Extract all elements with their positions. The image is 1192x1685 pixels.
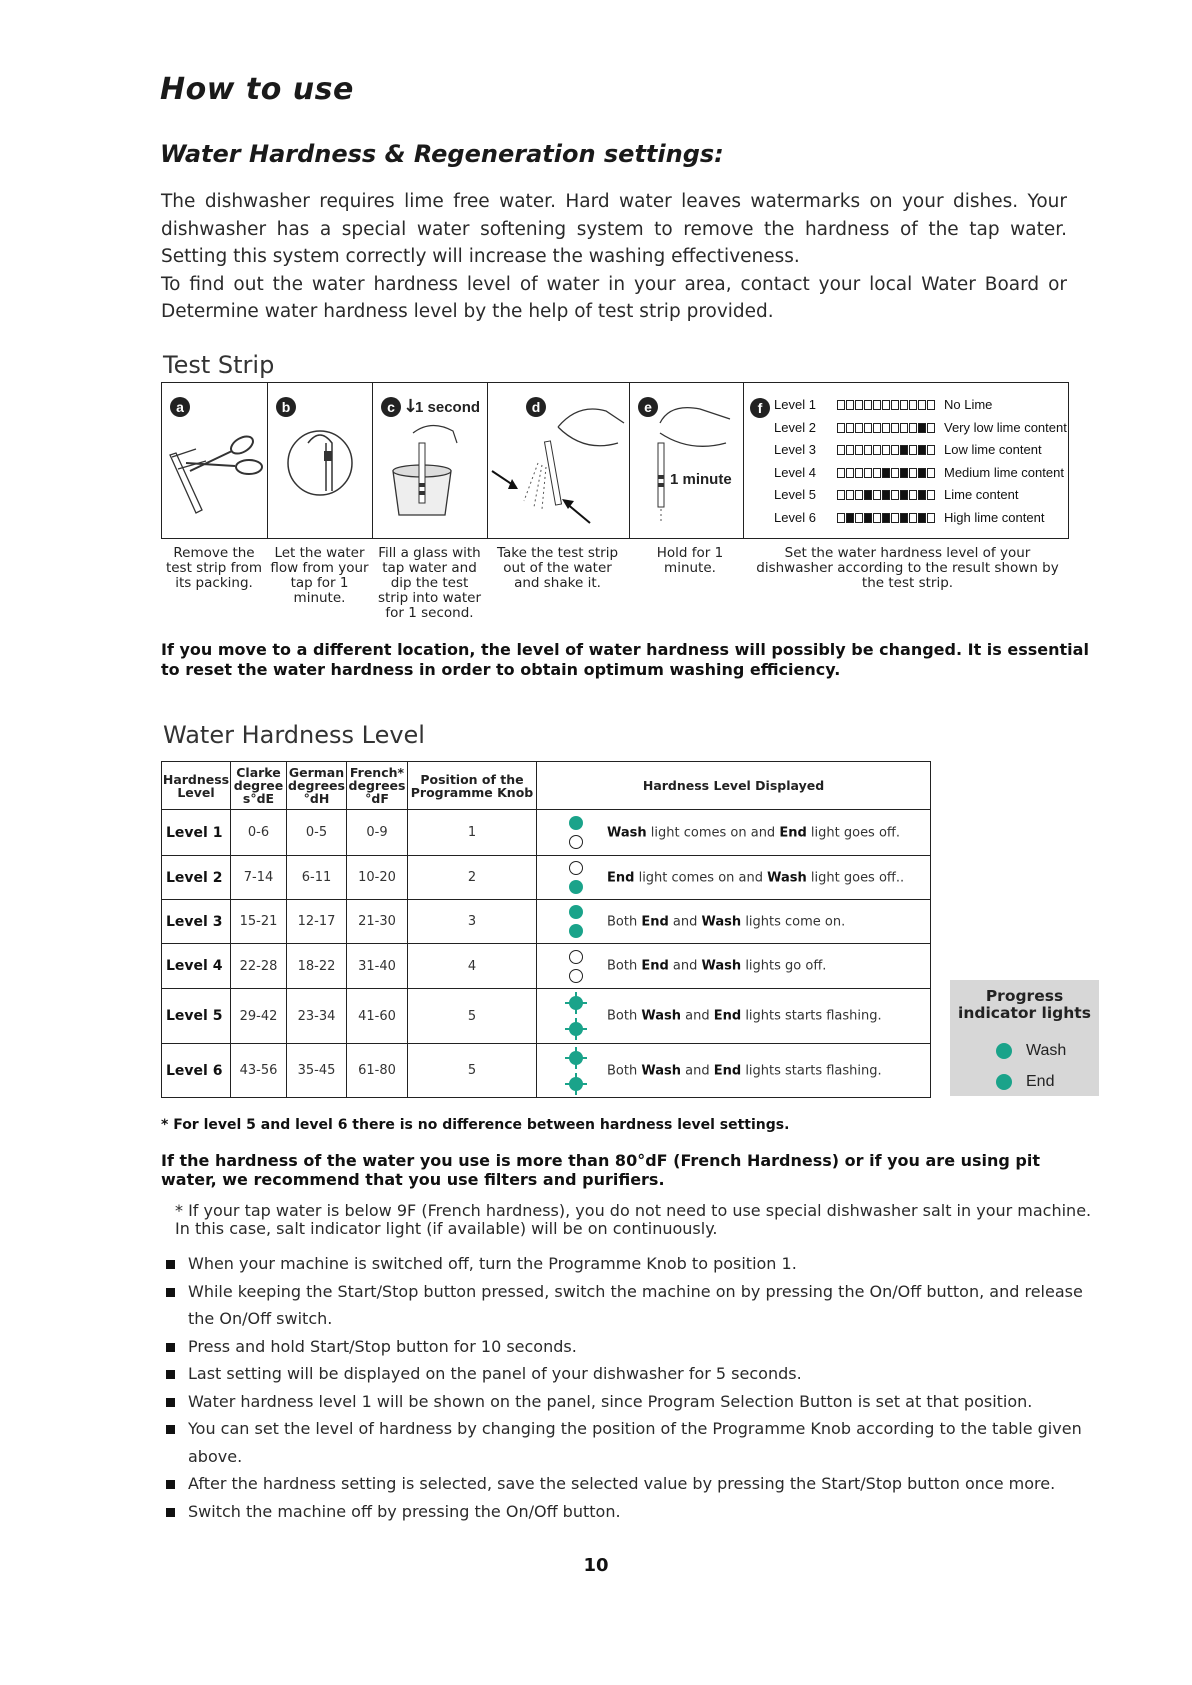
light-name: Wash (701, 958, 742, 974)
indicator-lights (569, 905, 583, 938)
strip-color-bar (837, 423, 936, 433)
end-light-icon (569, 969, 583, 983)
progress-indicator-legend (950, 980, 1099, 1096)
strip-pad (900, 400, 908, 410)
glass-icon (373, 383, 488, 538)
tap-icon (268, 383, 373, 538)
description-text: Both (607, 914, 642, 929)
strip-pad (927, 400, 935, 410)
clarke-cell: 15-21 (231, 900, 287, 944)
display-cell (537, 856, 931, 900)
clarke-cell: 22-28 (231, 944, 287, 989)
step-e-panel (630, 383, 744, 538)
legend-label-wash: Wash (1026, 1042, 1067, 1059)
strip-pad (882, 400, 890, 410)
french-cell: 41-60 (347, 989, 408, 1044)
step-b-panel (268, 383, 373, 538)
one-minute-label: 1 minute (670, 471, 732, 488)
step-b-badge: b (276, 397, 296, 417)
strip-pad (864, 445, 872, 455)
strip-pad (882, 513, 890, 523)
strip-pad (855, 400, 863, 410)
german-cell: 18-22 (287, 944, 347, 989)
description-text: lights starts flashing. (741, 1063, 882, 1078)
list-item: Press and hold Start/Stop button for 10 seconds. (166, 1333, 1096, 1361)
display-description (607, 959, 826, 974)
wash-light-icon (569, 816, 583, 830)
description-text: and (681, 1008, 714, 1024)
strip-pad (864, 423, 872, 433)
step-d-panel (488, 383, 630, 538)
display-cell (537, 944, 931, 989)
strip-color-bar (837, 400, 936, 410)
list-item: Last setting will be displayed on the panel of your dishwasher for 5 seconds. (166, 1360, 1096, 1388)
wash-light-icon (569, 996, 583, 1010)
french-cell: 21-30 (347, 900, 408, 944)
step-d-badge: d (526, 397, 546, 417)
step-c-badge: c (381, 397, 401, 417)
step-a-badge: a (170, 397, 190, 417)
strip-pad (873, 400, 881, 410)
level-cell: Level 1 (162, 810, 231, 856)
description-text: light goes off. (806, 825, 901, 840)
legend-title: Progress indicator lights (958, 987, 1091, 1022)
level-scale-desc: Medium lime content (944, 464, 1064, 480)
header-french: French* degrees °dF (347, 762, 408, 810)
level-scale-name: Level 2 (774, 419, 816, 435)
description-text: light goes off.. (806, 870, 905, 885)
header-hardness-level: Hardness Level (162, 762, 231, 810)
step-a-panel (162, 383, 268, 538)
display-cell (537, 900, 931, 944)
end-light-icon (569, 1022, 583, 1036)
description-text: lights come on. (741, 914, 846, 929)
strip-pad (837, 468, 845, 478)
description-text: Both (607, 958, 642, 974)
light-name: End (713, 1063, 742, 1078)
strip-color-bar (837, 468, 936, 478)
strip-pad (873, 445, 881, 455)
strip-pad (900, 513, 908, 523)
strip-pad (873, 468, 881, 478)
display-description (607, 870, 904, 885)
strip-pad (891, 468, 899, 478)
strip-pad (927, 423, 935, 433)
strip-pad (909, 513, 917, 523)
strip-pad (891, 400, 899, 410)
description-text: and (681, 1063, 714, 1078)
light-name: End (641, 914, 669, 929)
wash-light-icon (569, 1051, 583, 1065)
step-a-caption: Remove the test strip from its packing. (165, 545, 263, 591)
knob-position-cell: 5 (408, 989, 537, 1044)
strip-pad (891, 513, 899, 523)
knob-position-cell: 5 (408, 1044, 537, 1098)
list-item: When your machine is switched off, turn the Programme Knob to position 1. (166, 1250, 1096, 1278)
display-description (607, 1063, 882, 1078)
light-name: End (641, 958, 669, 974)
list-item: Water hardness level 1 will be shown on the panel, since Program Selection Button is set at that position. (166, 1388, 1096, 1416)
level-scale-name: Level 3 (774, 442, 816, 457)
strip-pad (900, 445, 908, 455)
level-scale-desc: No Lime (944, 397, 993, 412)
french-cell: 10-20 (347, 856, 408, 900)
salt-note: * If your tap water is below 9F (French hardness), you do not need to use special dishwasher salt in your machine. In this case, salt indicator light (if available) will be on continuously. (175, 1201, 1092, 1238)
step-f-badge: f (750, 398, 770, 418)
strip-pad (855, 513, 863, 523)
indicator-lights (569, 996, 583, 1036)
end-light-icon (569, 880, 583, 894)
test-strip-diagram (161, 382, 1069, 539)
clarke-cell: 43-56 (231, 1044, 287, 1098)
step-f-panel (744, 383, 1070, 538)
arrow-down-icon: ↓ (403, 396, 419, 417)
strip-pad (882, 423, 890, 433)
header-clarke: Clarke degree s°dE (231, 762, 287, 810)
indicator-lights (569, 1051, 583, 1091)
step-f-caption: Set the water hardness level of your dishwasher according to the result shown by the test strip. (756, 545, 1059, 591)
strip-pad (927, 490, 935, 500)
hold-strip-icon (630, 383, 744, 538)
strip-pad (882, 490, 890, 500)
description-text: Both (607, 1063, 642, 1078)
display-description (607, 825, 900, 840)
level-scale-name: Level 6 (774, 509, 816, 525)
end-light-icon (996, 1074, 1012, 1090)
wash-light-icon (569, 861, 583, 875)
level-cell: Level 4 (162, 944, 231, 989)
wash-light-icon (569, 950, 583, 964)
indicator-lights (569, 816, 583, 849)
step-d-caption: Take the test strip out of the water and shake it. (496, 545, 619, 591)
description-text: lights starts flashing. (741, 1008, 882, 1024)
strip-pad (909, 445, 917, 455)
relocation-warning: If you move to a different location, the level of water hardness will possibly be changed. It is essential to reset the water hardness in order to obtain optimum washing efficiency. (161, 640, 1089, 679)
scissors-icon (162, 383, 268, 538)
knob-position-cell: 2 (408, 856, 537, 900)
strip-pad (837, 490, 845, 500)
knob-position-cell: 1 (408, 810, 537, 856)
filter-recommendation: If the hardness of the water you use is more than 80°dF (French Hardness) or if you are using pit water, we recommend that you use filters and purifiers. (161, 1151, 1041, 1189)
table-row (162, 900, 931, 944)
section-heading: Water Hardness & Regeneration settings: (160, 140, 724, 168)
strip-pad (846, 513, 854, 523)
description-text: Both (607, 1008, 642, 1024)
intro-paragraph-2: To find out the water hardness level of water in your area, contact your local Water Board or Determine water hardness level by the help of test strip provided. (161, 273, 1067, 323)
end-light-icon (569, 924, 583, 938)
strip-color-bar (837, 445, 936, 455)
level-cell: Level 6 (162, 1044, 231, 1098)
strip-pad (837, 400, 845, 410)
table-row (162, 989, 931, 1044)
level-scale-desc: Lime content (944, 487, 1019, 502)
table-row (162, 856, 931, 900)
light-name: End (607, 870, 635, 885)
knob-position-cell: 3 (408, 900, 537, 944)
display-cell (537, 1044, 931, 1098)
description-text: and (668, 958, 702, 974)
knob-position-cell: 4 (408, 944, 537, 989)
test-strip-title: Test Strip (163, 351, 275, 379)
level-scale-name: Level 4 (774, 464, 816, 480)
light-name: Wash (641, 1008, 681, 1024)
strip-pad (909, 423, 917, 433)
end-light-icon (569, 1077, 583, 1091)
hardness-table-title: Water Hardness Level (163, 721, 425, 749)
french-cell: 31-40 (347, 944, 408, 989)
step-b-caption: Let the water flow from your tap for 1 minute. (270, 545, 369, 606)
strip-pad (855, 490, 863, 500)
one-second-label: 1 second (415, 399, 481, 416)
strip-pad (900, 423, 908, 433)
display-description (607, 1009, 882, 1024)
strip-pad (864, 400, 872, 410)
header-knob-position: Position of the Programme Knob (408, 762, 537, 810)
description-text: light comes on and (634, 870, 768, 885)
strip-color-bar (837, 513, 936, 523)
list-item: You can set the level of hardness by changing the position of the Programme Knob according to the table given above. (166, 1415, 1096, 1470)
level-scale-desc: Low lime content (944, 442, 1042, 457)
setting-steps-list (166, 1250, 1096, 1525)
strip-pad (864, 468, 872, 478)
level-cell: Level 3 (162, 900, 231, 944)
strip-pad (891, 445, 899, 455)
light-name: Wash (701, 914, 742, 929)
level-scale-desc: High lime content (944, 509, 1045, 525)
level-scale-name: Level 5 (774, 487, 816, 502)
table-row (162, 944, 931, 989)
header-level-displayed: Hardness Level Displayed (537, 762, 931, 810)
strip-pad (900, 468, 908, 478)
page-title: How to use (160, 72, 354, 107)
shake-strip-icon (488, 383, 630, 538)
strip-pad (864, 513, 872, 523)
strip-pad (909, 468, 917, 478)
german-cell: 23-34 (287, 989, 347, 1044)
german-cell: 12-17 (287, 900, 347, 944)
table-row (162, 810, 931, 856)
strip-color-bar (837, 490, 936, 500)
strip-pad (846, 490, 854, 500)
step-c-caption: Fill a glass with tap water and dip the test strip into water for 1 second. (377, 545, 482, 621)
level-scale-desc: Very low lime content (944, 419, 1067, 435)
level-cell: Level 5 (162, 989, 231, 1044)
wash-light-icon (569, 905, 583, 919)
wash-light-icon (996, 1043, 1012, 1059)
strip-pad (918, 400, 926, 410)
level-cell: Level 2 (162, 856, 231, 900)
strip-pad (846, 468, 854, 478)
display-cell (537, 810, 931, 856)
strip-pad (846, 400, 854, 410)
strip-pad (891, 490, 899, 500)
light-name: Wash (607, 825, 647, 840)
end-light-icon (569, 835, 583, 849)
strip-pad (927, 513, 935, 523)
step-e-badge: e (638, 397, 658, 417)
step-e-caption: Hold for 1 minute. (656, 545, 724, 576)
strip-pad (846, 423, 854, 433)
list-item: Switch the machine off by pressing the On/Off button. (166, 1498, 1096, 1526)
table-row (162, 1044, 931, 1098)
strip-pad (837, 445, 845, 455)
legend-label-end: End (1026, 1073, 1055, 1090)
description-text: light comes on and (646, 825, 780, 840)
strip-pad (882, 468, 890, 478)
list-item: After the hardness setting is selected, save the selected value by pressing the Start/Stop button once more. (166, 1470, 1096, 1498)
strip-pad (891, 423, 899, 433)
light-name: Wash (767, 870, 807, 885)
french-cell: 61-80 (347, 1044, 408, 1098)
list-item: While keeping the Start/Stop button pressed, switch the machine on by pressing the On/Off button, and release the On/Off switch. (166, 1278, 1096, 1333)
light-name: End (779, 825, 807, 840)
description-text: lights go off. (741, 958, 827, 974)
strip-pad (927, 468, 935, 478)
german-cell: 0-5 (287, 810, 347, 856)
strip-pad (918, 468, 926, 478)
strip-pad (855, 468, 863, 478)
indicator-lights (569, 861, 583, 894)
german-cell: 6-11 (287, 856, 347, 900)
intro-text (161, 188, 1067, 326)
strip-pad (837, 513, 845, 523)
strip-pad (927, 445, 935, 455)
strip-pad (873, 423, 881, 433)
strip-pad (855, 445, 863, 455)
indicator-lights (569, 950, 583, 983)
strip-pad (873, 513, 881, 523)
intro-paragraph-1: The dishwasher requires lime free water. Hard water leaves watermarks on your dishes. Your dishwasher has a special water softening system to remove the hardness of the tap water. Setting this system correctly will increase the washing effectiveness. (161, 191, 1067, 268)
strip-pad (837, 423, 845, 433)
strip-pad (918, 490, 926, 500)
display-description (607, 914, 845, 929)
strip-pad (909, 490, 917, 500)
description-text: and (668, 914, 702, 929)
display-cell (537, 989, 931, 1044)
strip-pad (864, 490, 872, 500)
strip-pad (846, 445, 854, 455)
light-name: End (713, 1008, 742, 1024)
table-header-row (162, 762, 931, 810)
strip-pad (918, 513, 926, 523)
clarke-cell: 7-14 (231, 856, 287, 900)
header-german: German degrees °dH (287, 762, 347, 810)
water-hardness-table (161, 761, 931, 1098)
french-cell: 0-9 (347, 810, 408, 856)
strip-pad (873, 490, 881, 500)
level-footnote: * For level 5 and level 6 there is no difference between hardness level settings. (161, 1117, 790, 1133)
clarke-cell: 0-6 (231, 810, 287, 856)
step-c-panel (373, 383, 488, 538)
strip-pad (918, 445, 926, 455)
strip-pad (918, 423, 926, 433)
level-scale-name: Level 1 (774, 397, 816, 412)
german-cell: 35-45 (287, 1044, 347, 1098)
light-name: Wash (641, 1063, 681, 1078)
strip-pad (882, 445, 890, 455)
strip-pad (900, 490, 908, 500)
strip-pad (909, 400, 917, 410)
clarke-cell: 29-42 (231, 989, 287, 1044)
page-number: 10 (583, 1555, 609, 1576)
strip-pad (855, 423, 863, 433)
